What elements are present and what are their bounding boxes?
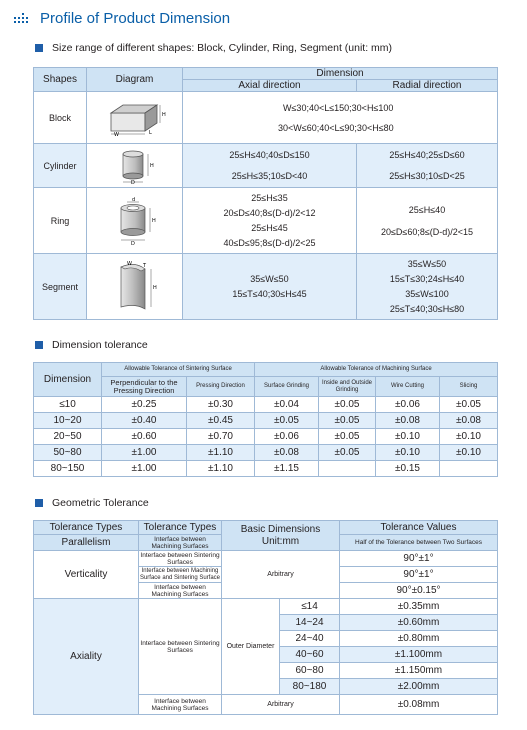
header-surface-grinding: Surface Grinding: [255, 377, 319, 397]
geometric-tolerance-table: [33, 520, 498, 715]
seg-t-label: T: [142, 262, 146, 269]
header-pressing: Pressing Direction: [187, 377, 255, 397]
header-machining: Allowable Tolerance of Machining Surface: [255, 363, 498, 377]
cell: ±0.05: [319, 397, 376, 413]
cell: ±0.15: [376, 461, 440, 477]
cell: ±0.25: [102, 397, 187, 413]
cell: ±0.10: [376, 429, 440, 445]
table-row: [34, 92, 498, 144]
cell: ±1.10: [187, 445, 255, 461]
header-wire-cutting: Wire Cutting: [376, 377, 440, 397]
verticality-basic: Arbitrary: [222, 551, 340, 599]
axiality-value: ±0.60mm: [340, 615, 498, 631]
cell: ±1.00: [102, 461, 187, 477]
parallelism-value: Half of the Tolerance between Two Surfaces: [340, 535, 498, 551]
cell: ±0.04: [255, 397, 319, 413]
axiality-value: ±0.80mm: [340, 631, 498, 647]
seg-axial-1: 35≤W≤50: [250, 273, 289, 284]
ring-d-small-label: d: [131, 196, 135, 203]
axiality-range: ≤14: [280, 599, 340, 615]
block-diagram: [87, 92, 183, 144]
axiality-interface: Interface between Machining Surfaces: [139, 695, 222, 715]
shape-name: Segment: [34, 254, 87, 320]
seg-radial-1: 35≤W≤50: [407, 258, 447, 269]
block-range-2: 30<W≤60;40<L≤90;30<H≤80: [278, 122, 394, 133]
cell: ±0.30: [187, 397, 255, 413]
header-perpendicular: Perpendicular to the Pressing Direction: [102, 377, 187, 397]
block-range-1: W≤30;40<L≤150;30<H≤100: [283, 102, 394, 113]
shape-name: Block: [34, 92, 87, 144]
parallelism-interface: Interface between Machining Surfaces: [139, 535, 222, 551]
section-marker-icon: [35, 341, 43, 349]
axiality-range: 80~180: [280, 679, 340, 695]
table-row: [34, 429, 498, 445]
cyl-h-label: H: [149, 162, 154, 169]
cyl-radial-1: 25≤H≤40;25≤D≤60: [389, 149, 465, 160]
cell: ±0.60: [102, 429, 187, 445]
verticality-value: 90°±1°: [340, 551, 498, 567]
axiality-basic: Outer Diameter: [222, 599, 280, 695]
verticality-interface: Interface between Sintering Surfaces: [140, 551, 220, 566]
cyl-radial-2: 25≤H≤30;10≤D<25: [389, 170, 465, 181]
seg-radial-2: 15≤T≤30;24≤H≤40: [389, 273, 465, 284]
ring-radial-2: 20≤D≤60;8≤(D-d)/2<15: [380, 226, 474, 237]
cell: ±0.40: [102, 413, 187, 429]
dimension-tolerance-table: [33, 362, 498, 477]
cell: [319, 461, 376, 477]
axiality-value: ±2.00mm: [340, 679, 498, 695]
cylinder-diagram: [87, 144, 183, 188]
axiality-basic: Arbitrary: [222, 695, 340, 715]
cell: 20~50: [34, 429, 102, 445]
cyl-d-label: D: [130, 179, 135, 186]
table-row: [34, 144, 498, 188]
cell: ±0.10: [440, 445, 498, 461]
page-title: Profile of Product Dimension: [40, 10, 231, 27]
verticality-label: Verticality: [34, 551, 139, 599]
axiality-range: 14~24: [280, 615, 340, 631]
section-marker-icon: [35, 44, 43, 52]
table-row: [34, 188, 498, 254]
table-row: [34, 445, 498, 461]
header-tolerance-values: Tolerance Values: [340, 521, 498, 535]
cell: ±0.08: [255, 445, 319, 461]
header-sintering: Allowable Tolerance of Sintering Surface: [102, 363, 255, 377]
ring-axial-2: 20≤D≤40;8≤(D-d)/2<12: [223, 207, 316, 218]
seg-h-label: H: [152, 284, 157, 291]
header-unit: Unit:mm: [261, 535, 300, 547]
verticality-value: 90°±1°: [340, 567, 498, 583]
shape-name: Ring: [34, 188, 87, 254]
table-row: [34, 551, 498, 567]
ring-radial-1: 25≤H≤40: [408, 204, 446, 215]
cell: ±0.08: [376, 413, 440, 429]
ring-axial-3: 25≤H≤45: [251, 222, 288, 233]
ring-d-label: D: [130, 240, 135, 247]
axiality-range: 40~60: [280, 647, 340, 663]
header-dimension: Dimension: [34, 363, 102, 397]
header-diagram: Diagram: [87, 68, 183, 92]
header-slicing: Slicing: [440, 377, 498, 397]
block-w-label: W: [113, 131, 119, 138]
seg-radial-4: 25≤T≤40;30≤H≤80: [389, 303, 465, 314]
cell: ±0.06: [376, 397, 440, 413]
header-radial: Radial direction: [357, 80, 498, 92]
cell: 50~80: [34, 445, 102, 461]
section3-heading: Geometric Tolerance: [52, 497, 149, 509]
cell: ±0.45: [187, 413, 255, 429]
cell: ≤10: [34, 397, 102, 413]
header-tolerance-types-2: Tolerance Types: [139, 521, 222, 535]
table-row: [34, 599, 498, 615]
header-tolerance-types-1: Tolerance Types: [34, 521, 139, 535]
cell: [440, 461, 498, 477]
cell: 10~20: [34, 413, 102, 429]
title-dots-icon: [14, 13, 32, 25]
cell: ±0.10: [440, 429, 498, 445]
shape-size-table: [33, 67, 498, 320]
axiality-interface: Interface between Sintering Surfaces: [139, 599, 222, 695]
cell: ±0.05: [319, 429, 376, 445]
section1-heading: Size range of different shapes: Block, Cylinder, Ring, Segment (unit: mm): [52, 42, 393, 54]
table-row: [34, 397, 498, 413]
ring-h-label: H: [151, 217, 156, 224]
axiality-value: ±0.08mm: [340, 695, 498, 715]
table-row: [34, 413, 498, 429]
axiality-value: ±1.150mm: [340, 663, 498, 679]
ring-axial-4: 40≤D≤95;8≤(D-d)/2<25: [223, 237, 316, 248]
axiality-range: 60~80: [280, 663, 340, 679]
seg-radial-3: 35≤W≤100: [405, 288, 449, 299]
section-marker-icon: [35, 499, 43, 507]
cell: ±0.06: [255, 429, 319, 445]
section2-heading: Dimension tolerance: [52, 339, 148, 351]
table-row: [34, 461, 498, 477]
verticality-interface: Interface between Machining Surface and Sintering Surface: [139, 567, 221, 581]
ring-diagram: [87, 188, 183, 254]
verticality-interface: Interface between Machining Surfaces: [139, 583, 222, 599]
segment-diagram: [87, 254, 183, 320]
table-row: [34, 254, 498, 320]
axiality-value: ±0.35mm: [340, 599, 498, 615]
shape-name: Cylinder: [34, 144, 87, 188]
block-l-label: L: [148, 129, 152, 136]
cyl-axial-2: 25≤H≤35;10≤D<40: [231, 170, 308, 181]
axiality-value: ±1.100mm: [340, 647, 498, 663]
header-axial: Axial direction: [183, 80, 357, 92]
cell: ±0.05: [319, 413, 376, 429]
seg-w-label: W: [126, 260, 132, 267]
cell: ±1.15: [255, 461, 319, 477]
parallelism-label: Parallelism: [34, 535, 139, 551]
header-shapes: Shapes: [34, 68, 87, 92]
cell: ±0.05: [319, 445, 376, 461]
cell: ±0.70: [187, 429, 255, 445]
cell: ±0.08: [440, 413, 498, 429]
cyl-axial-1: 25≤H≤40;40≤D≤150: [229, 149, 310, 160]
cell: ±1.10: [187, 461, 255, 477]
axiality-range: 24~40: [280, 631, 340, 647]
cell: ±0.05: [255, 413, 319, 429]
axiality-label: Axiality: [34, 599, 139, 715]
header-inside-outside: Inside and Outside Grinding: [319, 377, 376, 397]
cell: 80~150: [34, 461, 102, 477]
block-h-label: H: [161, 111, 166, 118]
seg-axial-2: 15≤T≤40;30≤H≤45: [232, 288, 307, 299]
cell: ±1.00: [102, 445, 187, 461]
verticality-value: 90°±0.15°: [340, 583, 498, 599]
cell: ±0.05: [440, 397, 498, 413]
header-basic-dimensions: Basic Dimensions: [240, 523, 321, 535]
ring-axial-1: 25≤H≤35: [251, 192, 288, 203]
cell: ±0.10: [376, 445, 440, 461]
header-dimension: Dimension: [183, 68, 498, 80]
